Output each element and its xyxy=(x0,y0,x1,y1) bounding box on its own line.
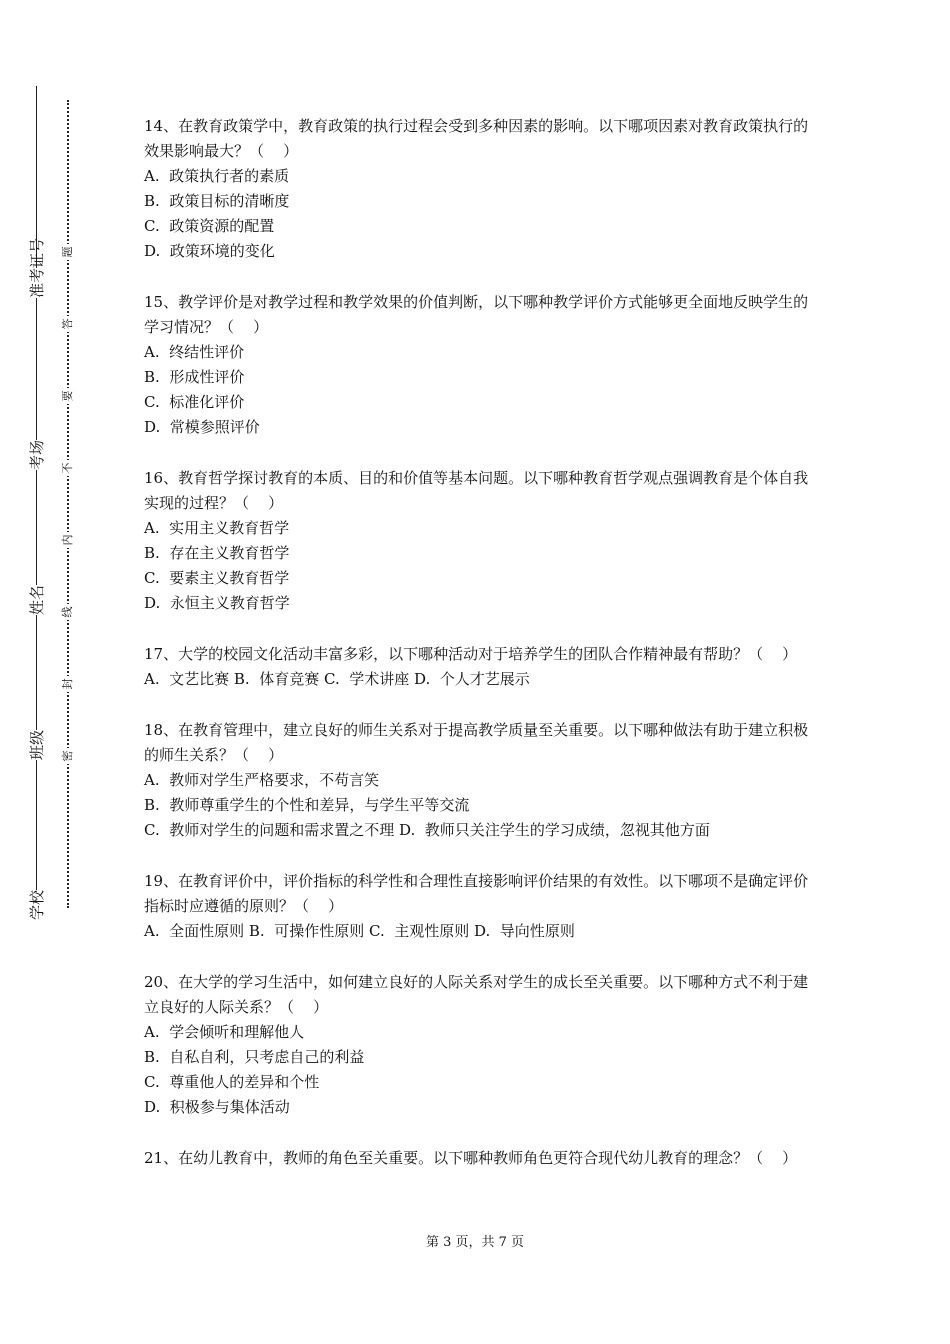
seal-char: 要 xyxy=(60,388,76,404)
question-stem: 21、在幼儿教育中，教师的角色至关重要。以下哪种教师角色更符合现代幼儿教育的理念？（ ） xyxy=(144,1149,798,1167)
field-class: 班级 xyxy=(22,730,52,760)
option-b: B. 自私自利，只考虑自己的利益 xyxy=(144,1048,365,1066)
option-c-d: C. 教师对学生的问题和需求置之不理 D. 教师只关注学生的学习成绩，忽视其他方面 xyxy=(144,821,710,839)
binding-margin xyxy=(0,0,100,1344)
seal-char: 答 xyxy=(60,316,76,332)
field-exam-room: 考场 xyxy=(22,440,52,470)
option-d: D. 积极参与集体活动 xyxy=(144,1098,290,1116)
question-list xyxy=(144,114,814,1197)
option-c: C. 要素主义教育哲学 xyxy=(144,569,290,587)
question-16 xyxy=(144,466,814,616)
seal-char: 密 xyxy=(60,748,76,764)
option-b: B. 政策目标的清晰度 xyxy=(144,192,290,210)
question-stem: 15、教学评价是对教学过程和教学效果的价值判断，以下哪种教学评价方式能够更全面地反映学生的学习情况？（ ） xyxy=(144,293,809,336)
option-a: A. 教师对学生严格要求，不苟言笑 xyxy=(144,771,380,789)
field-name: 姓名 xyxy=(22,585,52,615)
field-school: 学校 xyxy=(22,890,52,920)
option-a: A. 实用主义教育哲学 xyxy=(144,519,290,537)
seal-char: 封 xyxy=(60,676,76,692)
question-21 xyxy=(144,1146,814,1171)
option-a: A. 学会倾听和理解他人 xyxy=(144,1023,305,1041)
option-c: C. 标准化评价 xyxy=(144,393,245,411)
seal-char: 不 xyxy=(60,460,76,476)
field-exam-number: 准考证号 xyxy=(22,268,52,298)
options-inline: A. 文艺比赛 B. 体育竞赛 C. 学术讲座 D. 个人才艺展示 xyxy=(144,670,530,688)
option-b: B. 教师尊重学生的个性和差异，与学生平等交流 xyxy=(144,796,470,814)
question-18 xyxy=(144,718,814,843)
option-d: D. 常模参照评价 xyxy=(144,418,260,436)
option-a: A. 终结性评价 xyxy=(144,343,245,361)
option-b: B. 形成性评价 xyxy=(144,368,245,386)
page-number: 第 3 页，共 7 页 xyxy=(425,1235,525,1250)
option-a: A. 政策执行者的素质 xyxy=(144,167,290,185)
option-d: D. 政策环境的变化 xyxy=(144,242,275,260)
question-stem: 14、在教育政策学中，教育政策的执行过程会受到多种因素的影响。以下哪项因素对教育政策执行的效果影响最大？（ ） xyxy=(144,117,809,160)
question-15 xyxy=(144,290,814,440)
options-inline: A. 全面性原则 B. 可操作性原则 C. 主观性原则 D. 导向性原则 xyxy=(144,922,575,940)
question-14 xyxy=(144,114,814,264)
seal-char: 内 xyxy=(60,532,76,548)
question-stem: 17、大学的校园文化活动丰富多彩，以下哪种活动对于培养学生的团队合作精神最有帮助？（ ） xyxy=(144,645,798,663)
seal-char: 题 xyxy=(60,244,76,260)
option-b: B. 存在主义教育哲学 xyxy=(144,544,290,562)
question-stem: 18、在教育管理中，建立良好的师生关系对于提高教学质量至关重要。以下哪种做法有助于建立积极的师生关系？（ ） xyxy=(144,721,809,764)
question-20 xyxy=(144,970,814,1120)
option-d: D. 永恒主义教育哲学 xyxy=(144,594,290,612)
binding-dotted-line xyxy=(67,100,69,908)
question-stem: 16、教育哲学探讨教育的本质、目的和价值等基本问题。以下哪种教育哲学观点强调教育是个体自我实现的过程？（ ） xyxy=(144,469,809,512)
question-stem: 19、在教育评价中，评价指标的科学性和合理性直接影响评价结果的有效性。以下哪项不是确定评价指标时应遵循的原则？（ ） xyxy=(144,872,809,915)
question-19 xyxy=(144,869,814,944)
question-17 xyxy=(144,642,814,692)
binding-solid-line xyxy=(36,86,37,916)
option-c: C. 政策资源的配置 xyxy=(144,217,275,235)
question-stem: 20、在大学的学习生活中，如何建立良好的人际关系对学生的成长至关重要。以下哪种方式不利于建立良好的人际关系？（ ） xyxy=(144,973,809,1016)
option-c: C. 尊重他人的差异和个性 xyxy=(144,1073,320,1091)
seal-char: 线 xyxy=(60,604,76,620)
